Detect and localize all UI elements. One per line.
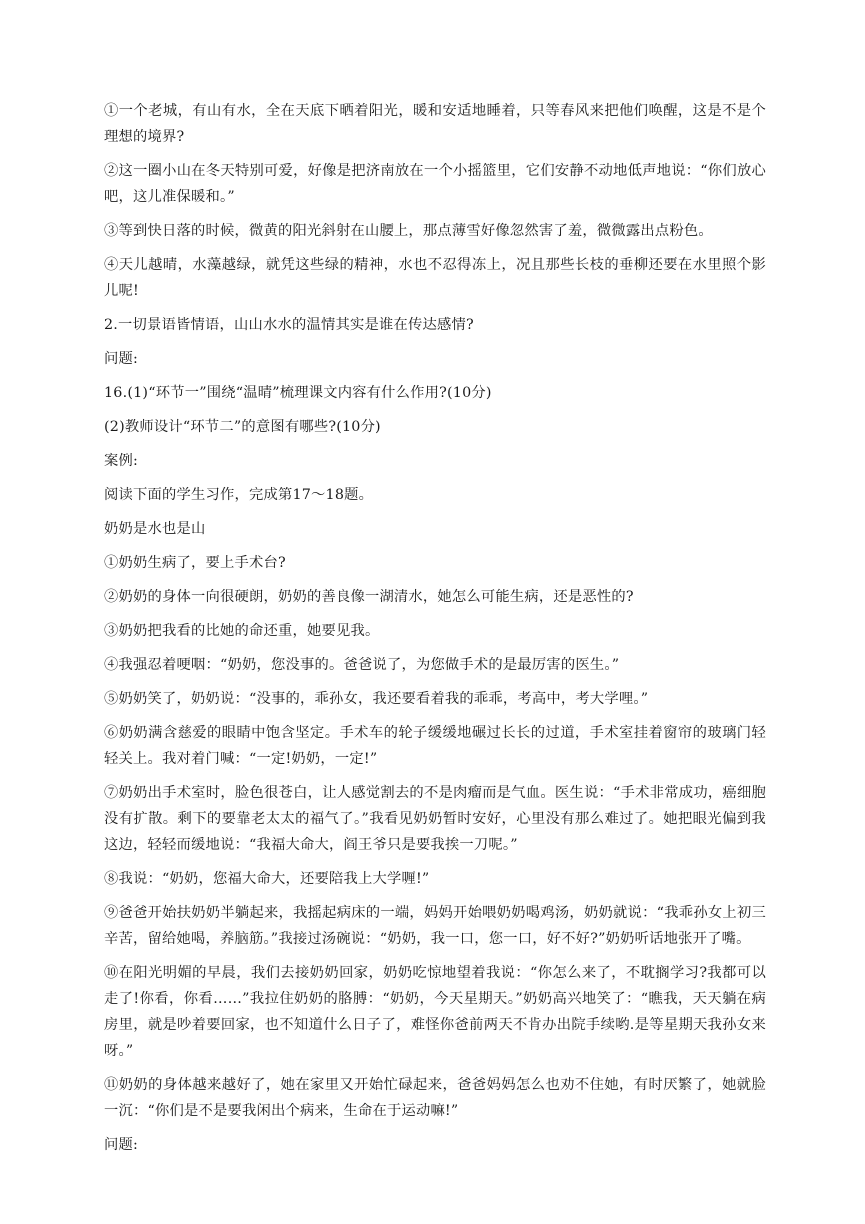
paragraph-text: ②这一圈小山在冬天特别可爱，好像是把济南放在一个小摇篮里，它们安静不动地低声地说：“你们放心吧，这儿准保暖和。” bbox=[104, 163, 766, 205]
paragraph-text: ③奶奶把我看的比她的命还重，她要见我。 bbox=[104, 623, 380, 639]
paragraph-text: ⑨爸爸开始扶奶奶半躺起来，我摇起病床的一端，妈妈开始喂奶奶喝鸡汤，奶奶就说：“我乖孙女上初三辛苦，留给她喝，养脑筋。”我接过汤碗说：“奶奶，我一口，您一口，好不好?”奶奶听话地张开了嘴。 bbox=[104, 905, 766, 947]
question-text: 2.一切景语皆情语，山山水水的温情其实是谁在传达感情? bbox=[104, 317, 474, 333]
paragraph-text: ⑦奶奶出手术室时，脸色很苍白，让人感觉割去的不是肉瘤而是气血。医生说：“手术非常成功，癌细胞没有扩散。剩下的要靠老太太的福气了。”我看见奶奶暂时安好，心里没有那么难过了。她把眼光偏到我这边，轻轻而缓地说：“我福大命大，阎王爷只是要我挨一刀呢。” bbox=[104, 785, 766, 853]
paragraph-text: ⑥奶奶满含慈爱的眼睛中饱含坚定。手术车的轮子缓缓地碾过长长的过道，手术室挂着窗帘的玻璃门轻轻关上。我对着门喊：“一定!奶奶，一定!” bbox=[104, 725, 766, 767]
section-label: 案例: bbox=[104, 453, 139, 469]
section-label: 问题: bbox=[104, 351, 139, 367]
question-text: 16.(1)“环节一”围绕“温晴”梳理课文内容有什么作用?(10分) bbox=[104, 385, 492, 401]
document-body bbox=[104, 98, 766, 1166]
paragraph-text: ②奶奶的身体一向很硬朗，奶奶的善良像一湖清水，她怎么可能生病，还是恶性的? bbox=[104, 589, 634, 605]
question-text: (2)教师设计“环节二”的意图有哪些?(10分) bbox=[104, 419, 381, 435]
paragraph-text: ①一个老城，有山有水，全在天底下晒着阳光，暖和安适地睡着，只等春风来把他们唤醒，这是不是个理想的境界? bbox=[104, 103, 766, 145]
paragraph-text: ④天儿越晴，水藻越绿，就凭这些绿的精神，水也不忍得冻上，况且那些长枝的垂柳还要在水里照个影儿呢! bbox=[104, 257, 766, 299]
paragraph-text: ⑧我说：“奶奶，您福大命大，还要陪我上大学喱!” bbox=[104, 871, 430, 887]
paragraph-text: ⑤奶奶笑了，奶奶说：“没事的，乖孙女，我还要看着我的乖乖，考高中，考大学哩。” bbox=[104, 691, 649, 707]
paragraph-text: ④我强忍着哽咽：“奶奶，您没事的。爸爸说了，为您做手术的是最厉害的医生。” bbox=[104, 657, 620, 673]
instruction-text: 阅读下面的学生习作，完成第17～18题。 bbox=[104, 487, 374, 503]
paragraph-text: ⑪奶奶的身体越来越好了，她在家里又开始忙碌起来，爸爸妈妈怎么也劝不住她，有时厌繁了，她就脸一沉：“你们是不是要我闲出个病来，生命在于运动嘛!” bbox=[104, 1077, 766, 1119]
section-label: 问题: bbox=[104, 1137, 139, 1153]
essay-title: 奶奶是水也是山 bbox=[104, 521, 206, 537]
paragraph-text: ①奶奶生病了，要上手术台? bbox=[104, 555, 286, 571]
paragraph-text: ③等到快日落的时候，微黄的阳光斜射在山腰上，那点薄雪好像忽然害了羞，微微露出点粉色。 bbox=[104, 223, 713, 239]
paragraph-text: ⑩在阳光明媚的早晨，我们去接奶奶回家，奶奶吃惊地望着我说：“你怎么来了，不耽搁学习?我都可以走了!你看，你看……”我拉住奶奶的胳膊：“奶奶，今天星期天。”奶奶高兴地笑了：“瞧我，天天躺在病房里，就是吵着要回家，也不知道什么日子了，难怪你爸前两天不肯办出院手续哟.是等星期天我孙女来呀。” bbox=[104, 965, 766, 1059]
